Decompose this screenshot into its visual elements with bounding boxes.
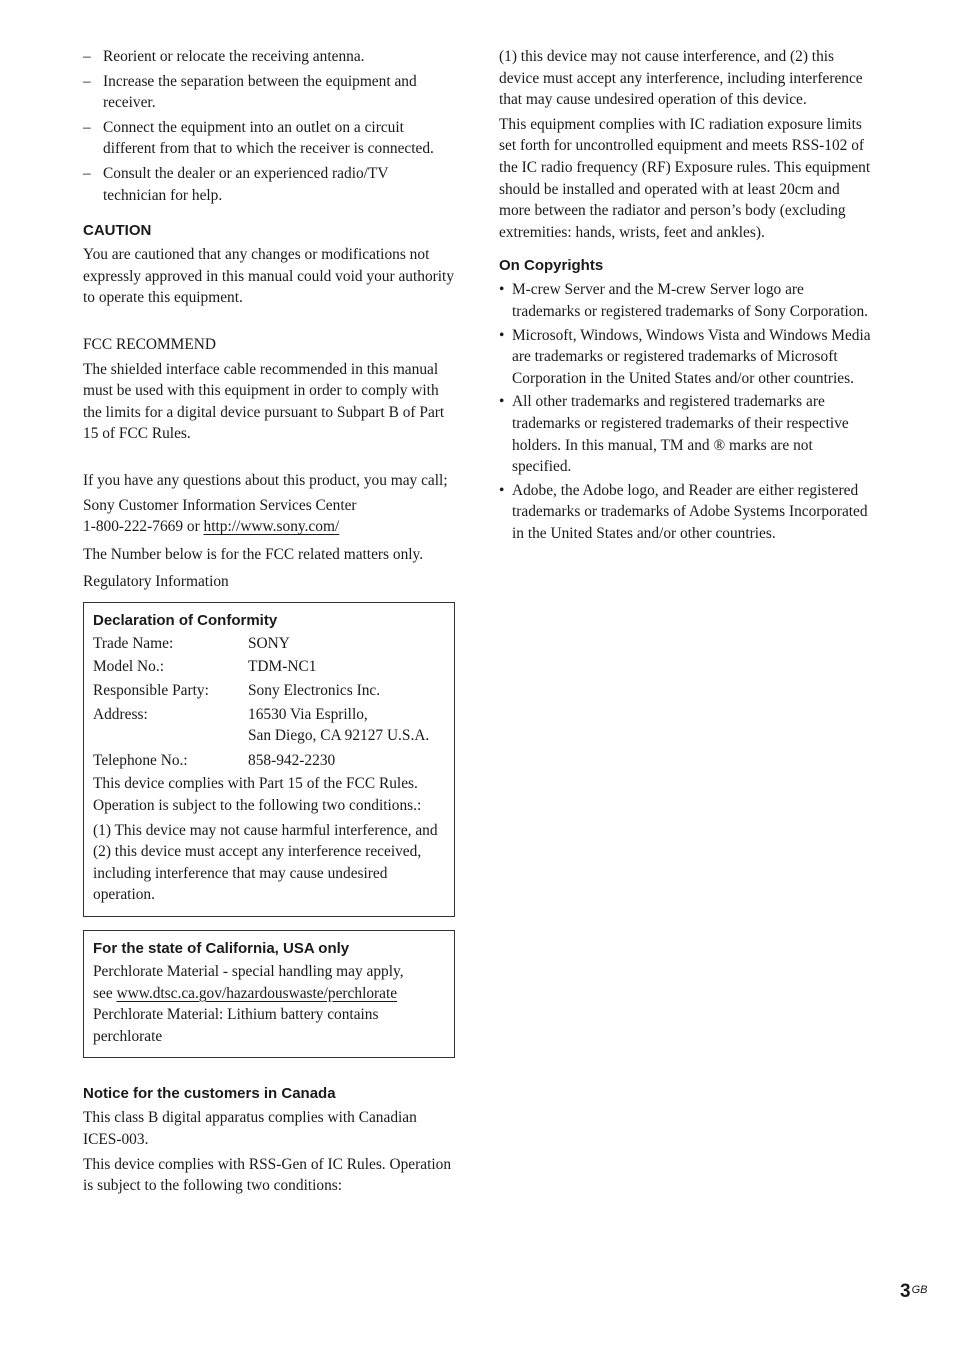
perchlorate-text xyxy=(93,961,445,1047)
telephone-label: Telephone No.: xyxy=(93,751,188,769)
antenna-suggestions-list xyxy=(83,46,455,206)
trade-name-value: SONY xyxy=(248,634,290,652)
canada-text-1: This class B digital apparatus complies with Canadian ICES-003. xyxy=(83,1109,417,1148)
conformity-heading: Declaration of Conformity xyxy=(93,611,278,629)
model-label: Model No.: xyxy=(93,658,164,676)
address-line-2: San Diego, CA 92127 U.S.A. xyxy=(248,727,430,745)
trade-name-row xyxy=(93,633,445,655)
party-label: Responsible Party: xyxy=(93,682,209,700)
caution-heading: CAUTION xyxy=(83,222,152,240)
trade-name-label: Trade Name: xyxy=(93,634,174,652)
list-item: • Microsoft, Windows, Windows Vista and Windows Media are trademarks or registered trademarks of Microsoft Corporation in the United States and/or other countries. xyxy=(499,325,871,390)
copyrights-list xyxy=(499,279,871,544)
conditions-text: (1) This device may not cause harmful interference, and (2) this device must accept any interference received, including interference that may cause undesired operation. xyxy=(93,821,438,904)
contact-info xyxy=(83,495,455,538)
california-heading: For the state of California, USA only xyxy=(93,940,350,957)
list-item: – Increase the separation between the equipment and receiver. xyxy=(83,71,455,114)
sony-website-link[interactable]: http://www.sony.com/ xyxy=(203,518,340,536)
list-item: • Adobe, the Adobe logo, and Reader are either registered trademarks or trademarks of Adobe Systems Incorporated in the United States and/or other countries. xyxy=(499,480,871,545)
see-prefix: see xyxy=(93,984,117,1002)
ic-exposure-text: This equipment complies with IC radiation exposure limits set forth for uncontrolled equipment and meets RSS-102 of the IC radio frequency (RF) Exposure rules. This equipment should be installed and operated with at least 20cm and more between the radiator and person’s body (excluding extremities: hands, wrists, feet and ankles). xyxy=(499,115,871,241)
fcc-recommend-title: FCC RECOMMEND xyxy=(83,335,216,353)
left-column xyxy=(83,46,455,1200)
page-number-value: 3 xyxy=(900,1281,911,1302)
canada-text-2: This device complies with RSS-Gen of IC Rules. Operation is subject to the following two conditions: xyxy=(83,1155,452,1195)
address-line-1: 16530 Via Esprillo, xyxy=(248,705,368,723)
telephone-value: 858-942-2230 xyxy=(248,751,336,769)
phone-number: 1-800-222-7669 or xyxy=(83,518,204,536)
list-item: • M-crew Server and the M-crew Server logo are trademarks or registered trademarks of Sony Corporation. xyxy=(499,279,871,322)
compliance-text: This device complies with Part 15 of the FCC Rules. Operation is subject to the following two conditions.: xyxy=(93,775,422,815)
california-notice-box xyxy=(83,930,455,1058)
list-item: – Reorient or relocate the receiving antenna. xyxy=(83,46,455,68)
address-label: Address: xyxy=(93,705,148,723)
address-value xyxy=(248,704,445,747)
fcc-recommend-text: The shielded interface cable recommended in this manual must be used with this equipment in order to comply with the limits for a digital device pursuant to Subpart B of Part 15 of FCC Rules. xyxy=(83,360,445,443)
declaration-of-conformity-box xyxy=(83,602,455,917)
service-center: Sony Customer Information Services Center xyxy=(83,496,357,514)
caution-text: You are cautioned that any changes or modifications not expressly approved in this manual could void your authority to operate this equipment. xyxy=(83,246,455,307)
model-row xyxy=(93,656,445,678)
canada-heading: Notice for the customers in Canada xyxy=(83,1085,336,1103)
copyrights-heading: On Copyrights xyxy=(499,257,604,275)
telephone-row xyxy=(93,750,445,772)
perchlorate-line-1: Perchlorate Material - special handling may apply, xyxy=(93,963,404,980)
list-item: – Consult the dealer or an experienced radio/TV technician for help. xyxy=(83,163,455,206)
address-row xyxy=(93,704,445,747)
page-number xyxy=(900,1280,927,1304)
regulatory-title: Regulatory Information xyxy=(83,573,229,591)
party-row xyxy=(93,680,445,702)
model-value: TDM-NC1 xyxy=(248,658,317,676)
questions-text: If you have any questions about this product, you may call; xyxy=(83,471,448,489)
list-item: • All other trademarks and registered trademarks are trademarks or registered trademarks of their respective holders. In this manual, TM and ® marks are not specified. xyxy=(499,391,871,477)
list-item: – Connect the equipment into an outlet on a circuit different from that to which the receiver is connected. xyxy=(83,117,455,160)
page-number-suffix: GB xyxy=(911,1284,928,1296)
right-column xyxy=(499,46,871,546)
party-value: Sony Electronics Inc. xyxy=(248,682,381,700)
conditions-continued: (1) this device may not cause interference, and (2) this device must accept any interference, including interference that may cause undesired operation of this device. xyxy=(499,48,863,109)
perchlorate-line-3: Perchlorate Material: Lithium battery contains perchlorate xyxy=(93,1006,379,1045)
dtsc-link[interactable]: www.dtsc.ca.gov/hazardouswaste/perchlorate xyxy=(116,984,398,1002)
number-note: The Number below is for the FCC related matters only. xyxy=(83,545,424,563)
